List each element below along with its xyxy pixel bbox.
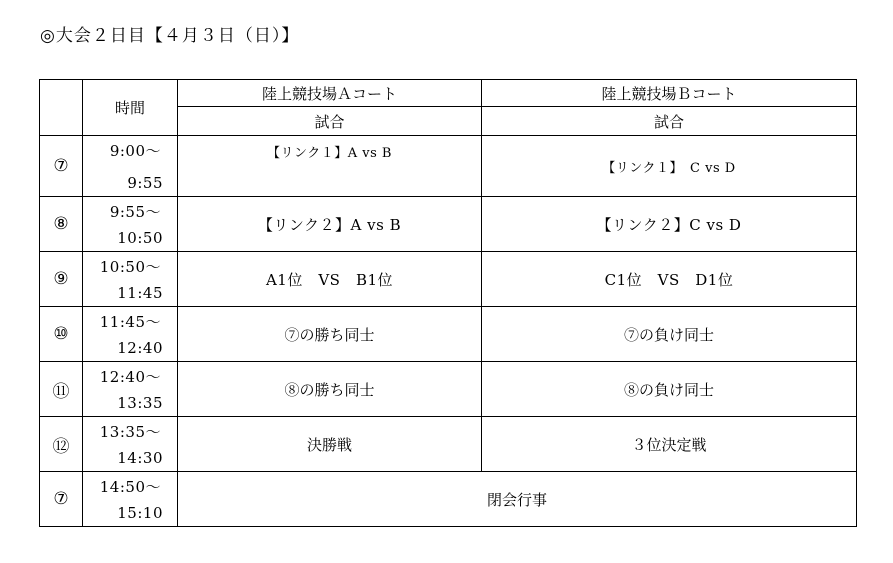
court-a-match: 【リンク２】A vs B (178, 197, 482, 252)
schedule-table (39, 79, 857, 527)
start-time: 11:45〜 (99, 313, 161, 331)
court-a-match: 決勝戦 (178, 417, 482, 472)
court-a-match: ⑦の勝ち同士 (178, 307, 482, 362)
court-b-match: ３位決定戦 (482, 417, 857, 472)
end-time: 12:40 (117, 339, 163, 357)
table-row (40, 307, 857, 362)
time-cell (83, 362, 178, 417)
start-time: 14:50〜 (99, 478, 161, 496)
closing-ceremony-cell: 閉会行事 (178, 472, 857, 527)
time-cell (83, 307, 178, 362)
end-time: 10:50 (117, 229, 163, 247)
page-title: ◎大会２日目【４月３日（日）】 (40, 26, 300, 46)
start-time: 9:55〜 (109, 203, 161, 221)
match-number: ⑫ (40, 417, 83, 472)
match-number: ⑦ (40, 136, 83, 197)
time-cell (83, 252, 178, 307)
court-b-match: ⑦の負け同士 (482, 307, 857, 362)
table-row (40, 362, 857, 417)
start-time: 13:35〜 (99, 423, 161, 441)
court-b-match: C1位 VS D1位 (482, 252, 857, 307)
time-cell (83, 472, 178, 527)
time-cell (83, 197, 178, 252)
court-b-match: 【リンク１】 C vs D (482, 136, 857, 197)
table-row (40, 136, 857, 197)
table-row (40, 252, 857, 307)
table-row (40, 197, 857, 252)
header-court-b: 陸上競技場Ｂコート (482, 80, 857, 107)
court-a-match: 【リンク１】A vs B (178, 136, 482, 197)
court-a-match: ⑧の勝ち同士 (178, 362, 482, 417)
end-time: 11:45 (117, 284, 163, 302)
match-number: ⑨ (40, 252, 83, 307)
court-a-match: A1位 VS B1位 (178, 252, 482, 307)
start-time: 12:40〜 (99, 368, 161, 386)
match-number: ⑧ (40, 197, 83, 252)
end-time: 15:10 (117, 504, 163, 522)
header-court-a: 陸上競技場Ａコート (178, 80, 482, 107)
header-number-cell (40, 80, 83, 136)
time-cell (83, 417, 178, 472)
match-number: ⑦ (40, 472, 83, 527)
header-row (40, 80, 857, 107)
end-time: 13:35 (117, 394, 163, 412)
match-number: ⑪ (40, 362, 83, 417)
time-cell (83, 136, 178, 197)
end-time: 9:55 (127, 174, 163, 192)
table-row (40, 472, 857, 527)
match-number: ⑩ (40, 307, 83, 362)
court-b-match: ⑧の負け同士 (482, 362, 857, 417)
table-row (40, 417, 857, 472)
start-time: 10:50〜 (99, 258, 161, 276)
start-time: 9:00〜 (109, 142, 161, 160)
court-b-match: 【リンク２】C vs D (482, 197, 857, 252)
header-match-a: 試合 (178, 107, 482, 136)
header-time-cell: 時間 (83, 80, 178, 136)
header-match-b: 試合 (482, 107, 857, 136)
end-time: 14:30 (117, 449, 163, 467)
